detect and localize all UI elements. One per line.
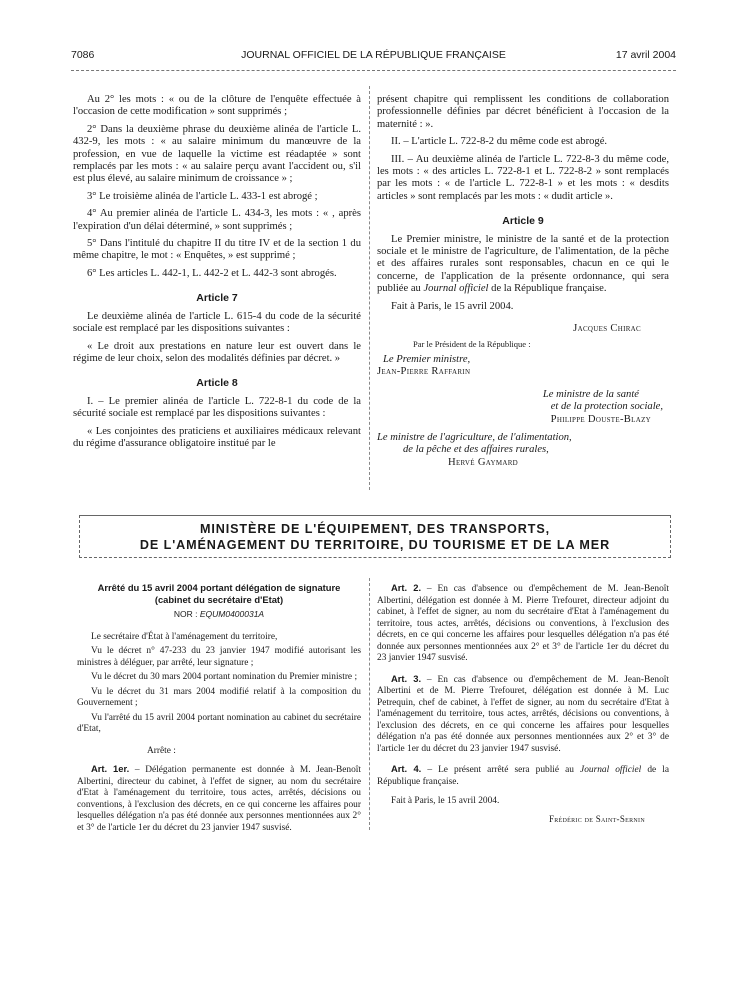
article-4: Art. 4. – Le présent arrêté sera publié au Journal officiel de la République française. <box>377 763 669 787</box>
paragraph: 4° Au premier alinéa de l'article L. 434-3, les mots : « , après l'expiration d'un délai déterminé, » sont supprimés ; <box>73 208 361 232</box>
paragraph: présent chapitre qui remplissent les conditions de collaboration professionnelle définies par décret bénéficient à l'occasion de la maternité : ». <box>377 94 669 130</box>
arrete-title <box>77 582 361 605</box>
paragraph: « Le droit aux prestations en nature leur est ouvert dans le régime de leur choix, selon des modalités définies par décret. » <box>73 340 361 364</box>
paragraph: III. – Au deuxième alinéa de l'article L. 722-8-3 du même code, les mots : « des articles L. 722-8-1 et L. 722-8-2 » sont remplacés par les mots : « de l'article L. 722-8-1 » et les mots : « desdits articles » sont remplacés par les mots : « dudit article ». <box>377 153 669 202</box>
page-header <box>71 49 676 63</box>
bottom-left-column <box>77 582 361 837</box>
bottom-right-column <box>377 582 669 825</box>
agri-title: Le ministre de l'agriculture, de l'alimentation, <box>377 431 572 443</box>
arrete-title-line-1: Arrêté du 15 avril 2004 portant délégation de signature <box>97 582 341 593</box>
article-2: Art. 2. – En cas d'absence ou d'empêchement de M. Jean-Benoît Albertini, délégation est donnée à M. Pierre Trefouret, directeur adjoint du cabinet, à l'effet de signer, au nom du secrétaire d'Etat à l'aménagement du territoire, tous actes, arrêtés, décisions ou conventions, à l'exclusion des décrets, en ce qui concerne les affaires pour lesquelles délégation n'a pas été donnée aux personnes mentionnées aux 2° et 3° de l'article 1er du décret du 23 janvier 1947 susvisé. <box>377 582 669 663</box>
paragraph: Le deuxième alinéa de l'article L. 615-4 du code de la sécurité sociale est remplacé par les dispositions suivantes : <box>73 310 361 335</box>
fait-a-paris: Fait à Paris, le 15 avril 2004. <box>391 300 514 312</box>
paragraph: 5° Dans l'intitulé du chapitre II du titre IV et de la section 1 du même chapitre, le mot : « Enquêtes, » est supprimé ; <box>73 238 361 262</box>
journal-title: JOURNAL OFFICIEL DE LA RÉPUBLIQUE FRANÇAISE <box>241 49 506 61</box>
sante-title-2: et de la protection sociale, <box>550 401 663 413</box>
fait-a-paris: Fait à Paris, le 15 avril 2004. <box>391 796 500 806</box>
column-divider-top <box>369 86 370 490</box>
sante-block <box>377 389 663 426</box>
paragraph: I. – Le premier alinéa de l'article L. 722-8-1 du code de la sécurité sociale est remplacé par les dispositions suivantes : <box>73 395 361 420</box>
article-9-heading: Article 9 <box>502 215 544 228</box>
signature: Frédéric de Saint-Sernin <box>548 813 645 824</box>
sante-title: Le ministre de la santé <box>542 388 639 400</box>
preamble-line: Vu le décret du 30 mars 2004 portant nomination du Premier ministre ; <box>91 672 358 682</box>
article-9-text: Le Premier ministre, le ministre de la santé et de la protection sociale et le ministre de l'agriculture, de l'alimentation, de la pêche et des affaires rurales sont responsables, chacun en ce qui le concerne, de l'application de la présente ordonnance, qui sera publiée au Journal officiel de la République française. <box>377 233 669 295</box>
president-signature: Jacques Chirac <box>573 323 641 335</box>
sante-name: Philippe Douste-Blazy <box>550 413 651 425</box>
article-label: Art. 3. <box>391 672 422 684</box>
journal-officiel-ref: Journal officiel <box>580 765 642 775</box>
header-rule <box>71 70 676 71</box>
agri-name: Hervé Gaymard <box>448 456 519 468</box>
article-8-heading: Article 8 <box>196 377 238 390</box>
paragraph: Au 2° les mots : « ou de la clôture de l'enquête effectuée à l'occasion de cette modification » sont supprimés ; <box>73 94 361 118</box>
preamble-line: Le secrétaire d'État à l'aménagement du territoire, <box>91 631 278 642</box>
ministry-line-1: MINISTÈRE DE L'ÉQUIPEMENT, DES TRANSPORTS, <box>199 521 551 536</box>
paragraph: II. – L'article L. 722-8-2 du même code est abrogé. <box>391 136 608 148</box>
arrete-word: Arrête : <box>147 745 176 756</box>
agri-title-2: de la pêche et des affaires rurales, <box>403 444 549 456</box>
nor-code: EQUM0400031A <box>199 609 265 619</box>
ministry-banner <box>79 515 671 558</box>
preamble-line: Vu le décret n° 47-233 du 23 janvier 1947 modifié autorisant les ministres à déléguer, par arrêté, leur signature ; <box>77 646 361 668</box>
article-7-heading: Article 7 <box>196 292 238 305</box>
paragraph: 6° Les articles L. 442-1, L. 442-2 et L. 442-3 sont abrogés. <box>87 267 337 279</box>
issue-date: 17 avril 2004 <box>615 49 676 61</box>
paragraph: « Les conjointes des praticiens et auxiliaires médicaux relevant du régime d'assurance obligatoire institué par le <box>73 425 361 449</box>
article-label: Art. 2. <box>391 582 422 593</box>
preamble-line: Vu l'arrêté du 15 avril 2004 portant nomination au cabinet du secrétaire d'Etat, <box>77 712 361 734</box>
paragraph: 2° Dans la deuxième phrase du deuxième alinéa de l'article L. 432-9, les mots : « au salaire minimum du manœuvre de la profession, en vue de laquelle la victime est réadaptée » sont remplacés par les mots : « au salaire perçu avant l'accident ou, s'il est plus élevé, au salaire minimum de croissance » ; <box>73 123 361 185</box>
par-le-president: Par le Président de la République : <box>413 338 531 349</box>
nor-reference <box>77 609 361 622</box>
journal-officiel-ref: Journal officiel <box>423 283 489 295</box>
preamble-line: Vu le décret du 31 mars 2004 modifié relatif à la composition du Gouvernement ; <box>77 686 361 708</box>
article-label: Art. 4. <box>391 763 422 774</box>
ministry-line-2: DE L'AMÉNAGEMENT DU TERRITOIRE, DU TOURISME ET DE LA MER <box>139 537 611 552</box>
paragraph: 3° Le troisième alinéa de l'article L. 433-1 est abrogé ; <box>87 190 318 202</box>
top-right-column <box>377 94 669 469</box>
top-left-column <box>73 94 361 455</box>
article-label: Art. 1er. <box>91 763 130 774</box>
pm-name: Jean-Pierre Raffarin <box>377 366 471 378</box>
page-number: 7086 <box>71 49 95 61</box>
pm-title: Le Premier ministre, <box>383 353 471 365</box>
article-3: Art. 3. – En cas d'absence ou d'empêchement de M. Jean-Benoît Albertini et de M. Pierre Trefouret, délégation est donnée à M. Luc Petrequin, chef de cabinet, à l'effet de signer, au nom du secrétaire d'Etat à l'aménagement du territoire, tous actes, arrêtés, décisions ou conventions, à l'exclusion des décrets, en ce qui concerne les affaires pour lesquelles délégation n'a pas été donnée aux personnes mentionnées aux 2° et 3° de l'article 1er du décret du 23 janvier 1947 susvisé. <box>377 672 669 754</box>
column-divider-bottom <box>369 578 370 830</box>
article-1: Art. 1er. – Délégation permanente est donnée à M. Jean-Benoît Albertini, directeur du cabinet, à l'effet de signer, au nom du secrétaire d'Etat à l'aménagement du territoire, tous actes, arrêtés, décisions ou conventions, à l'exclusion des décrets, en ce qui concerne les affaires pour lesquelles délégation n'a pas été donnée aux personnes mentionnées aux 2° et 3° de l'article 1er du décret du 23 janvier 1947 susvisé. <box>77 763 361 833</box>
arrete-title-line-2: (cabinet du secrétaire d'Etat) <box>154 593 284 605</box>
agri-block <box>377 432 669 469</box>
nor-label: NOR : <box>173 609 198 619</box>
